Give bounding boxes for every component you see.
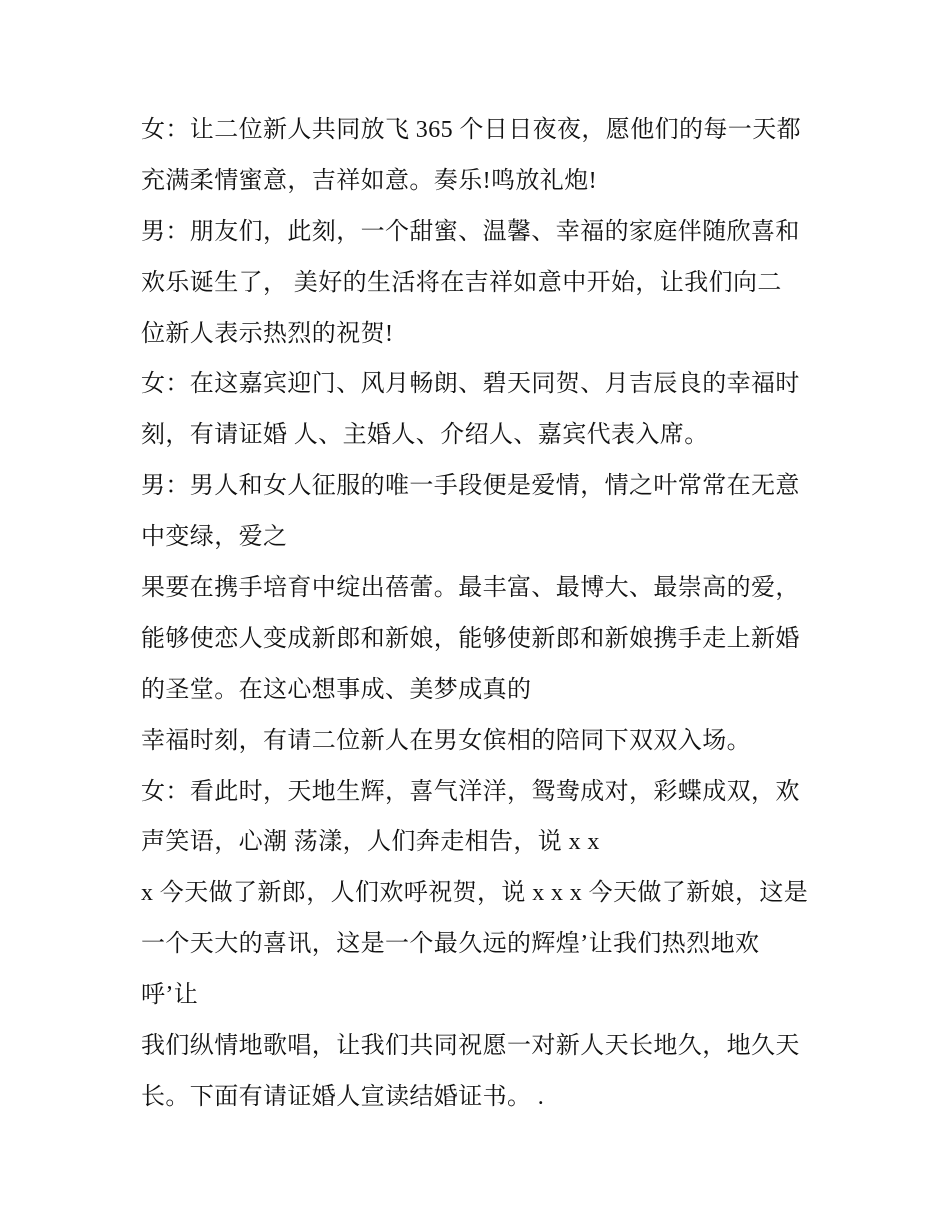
text-line: 充满柔情蜜意，吉祥如意。奏乐!鸣放礼炮!	[141, 167, 597, 194]
text-line: 果要在携手培育中绽出蓓蕾。最丰富、最博大、最崇高的爱，	[141, 575, 800, 602]
text-line: 欢乐诞生了， 美好的生活将在吉祥如意中开始，让我们向二	[141, 269, 782, 296]
text-line: 一个天大的喜讯，这是一个最久远的辉煌’让我们热烈地欢	[141, 931, 760, 958]
text-line: 能够使恋人变成新郎和新娘，能够使新郎和新娘携手走上新婚	[141, 625, 800, 652]
text-line: 男：朋友们，此刻，一个甜蜜、温馨、幸福的家庭伴随欣喜和	[141, 218, 800, 245]
text-line: 呼’让	[141, 982, 199, 1009]
text-line: 中变绿，爱之	[141, 524, 288, 551]
text-line: 长。下面有请证婚人宣读结婚证书。 .	[141, 1083, 545, 1110]
document-body	[141, 105, 821, 1123]
text-line: 刻，有请证婚 人、主婚人、介绍人、嘉宾代表入席。	[141, 422, 709, 449]
text-line: 女：让二位新人共同放飞 365 个日日夜夜，愿他们的每一天都	[141, 117, 801, 143]
text-line: 女：看此时，天地生辉，喜气洋洋，鸳鸯成对，彩蝶成双，欢	[141, 778, 800, 805]
text-line: 位新人表示热烈的祝贺!	[141, 320, 394, 347]
text-line: 女：在这嘉宾迎门、风月畅朗、碧天同贺、月吉辰良的幸福时	[141, 371, 800, 398]
text-line: 幸福时刻，有请二位新人在男女傧相的陪同下双双入场。	[141, 727, 751, 754]
text-line: 男：男人和女人征服的唯一手段便是爱情，情之叶常常在无意	[141, 473, 800, 500]
text-line: x 今天做了新郎，人们欢呼祝贺，说 x x x 今天做了新娘，这是	[141, 880, 809, 907]
text-line: 我们纵情地歌唱，让我们共同祝愿一对新人天长地久，地久天	[141, 1033, 800, 1060]
text-line: 声笑语，心潮 荡漾，人们奔走相告，说 x x	[141, 829, 600, 856]
text-line: 的圣堂。在这心想事成、美梦成真的	[141, 676, 532, 703]
